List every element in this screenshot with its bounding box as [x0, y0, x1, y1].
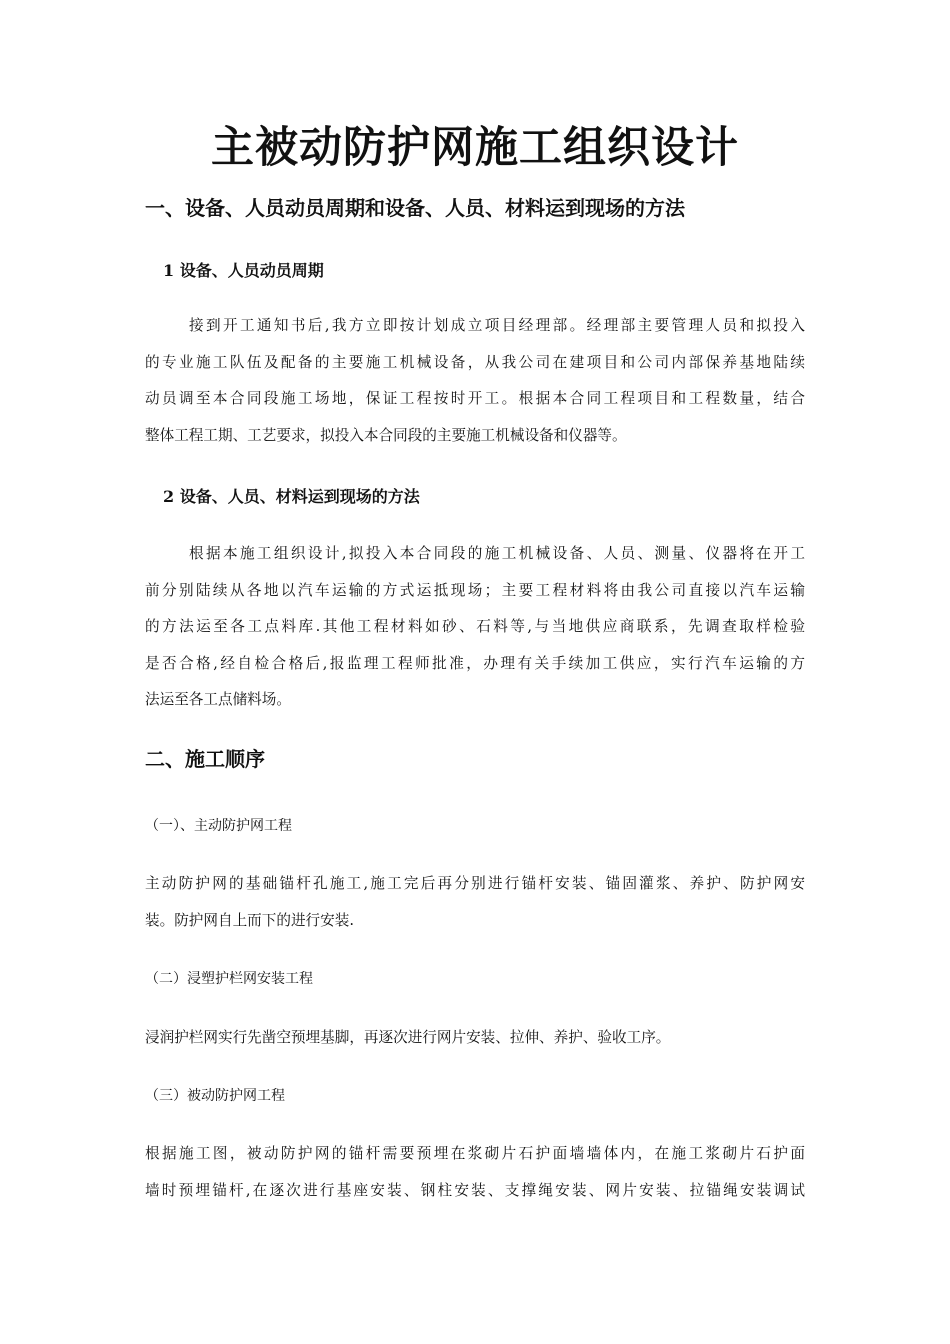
paragraph-line: 动员调至本合同段施工场地，保证工程按时开工。根据本合同工程项目和工程数量，结合 — [145, 390, 805, 407]
paragraph-passive-net — [145, 1136, 805, 1209]
paragraph-line: 根据施工图，被动防护网的锚杆需要预埋在浆砌片石护面墙墙体内，在施工浆砌片石护面 — [145, 1145, 805, 1162]
document-title: 主被动防护网施工组织设计 — [211, 123, 739, 173]
subsection-heading-1: 1 设备、人员动员周期 — [163, 261, 324, 280]
paragraph-line: 整体工程工期、工艺要求，拟投入本合同段的主要施工机械设备和仪器等。 — [145, 426, 627, 444]
paragraph-line: 法运至各工点储料场。 — [145, 691, 291, 708]
section-heading-1: 一、设备、人员动员周期和设备、人员、材料运到现场的方法 — [145, 196, 685, 220]
subsection-heading-2: 2 设备、人员、材料运到现场的方法 — [163, 487, 420, 506]
paragraph-line: 前分别陆续从各地以汽车运输的方式运抵现场；主要工程材料将由我公司直接以汽车运输 — [145, 581, 805, 599]
paragraph-line: 浸润护栏网实行先凿空预埋基脚，再逐次进行网片安装、拉伸、养护、验收工序。 — [145, 1029, 671, 1046]
paragraph-mobilization-period — [145, 308, 805, 454]
paragraph-line: 根据本施工组织设计,拟投入本合同段的施工机械设备、人员、测量、仪器将在开工 — [189, 545, 805, 562]
section-heading-2: 二、施工顺序 — [145, 747, 265, 771]
paragraph-line: 装。防护网自上而下的进行安装. — [145, 911, 354, 929]
paragraph-line: 墙时预埋锚杆,在逐次进行基座安装、钢柱安装、支撑绳安装、网片安装、拉锚绳安装调试 — [145, 1181, 805, 1199]
paragraph-line: 主动防护网的基础锚杆孔施工,施工完后再分别进行锚杆安装、锚固灌浆、养护、防护网安 — [145, 875, 805, 892]
paragraph-line: 的方法运至各工点料库.其他工程材料如砂、石料等,与当地供应商联系，先调查取样检验 — [145, 618, 805, 635]
paragraph-transport-method — [145, 536, 805, 719]
paragraph-guardrail-net — [145, 1020, 805, 1057]
part-heading-active-net: （一）、主动防护网工程 — [145, 818, 292, 834]
paragraph-line: 的专业施工队伍及配备的主要施工机械设备，从我公司在建项目和公司内部保养基地陆续 — [145, 353, 805, 371]
paragraph-active-net — [145, 866, 805, 939]
paragraph-line: 接到开工通知书后,我方立即按计划成立项目经理部。经理部主要管理人员和拟投入 — [189, 317, 805, 334]
part-heading-passive-net: （三）被动防护网工程 — [145, 1088, 285, 1104]
paragraph-line: 是否合格,经自检合格后,报监理工程师批准，办理有关手续加工供应，实行汽车运输的方 — [145, 654, 805, 672]
part-heading-guardrail-net: （二）浸塑护栏网安装工程 — [145, 971, 313, 987]
